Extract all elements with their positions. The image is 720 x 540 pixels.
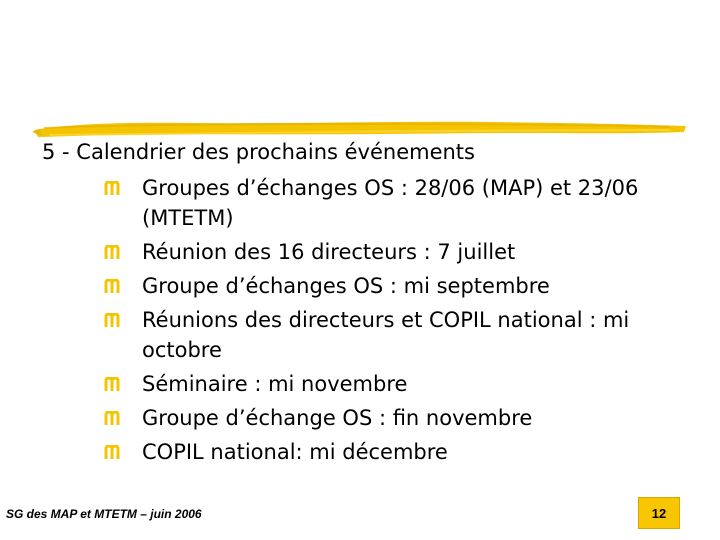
list-item [104,401,664,435]
m-bullet-icon [104,303,142,337]
list-item [104,303,664,367]
bullet-text: Réunions des directeurs et COPIL national : mi octobre [142,308,630,362]
bullet-text: Réunion des 16 directeurs : 7 juillet [142,240,516,264]
bullet-text: Séminaire : mi novembre [142,372,408,396]
m-bullet-icon [104,367,142,401]
bullet-text: Groupe d’échanges OS : mi septembre [142,274,550,298]
m-bullet-icon [104,269,142,303]
slide-heading: 5 - Calendrier des prochains événements [42,140,475,164]
list-item [104,367,664,401]
bullet-text: COPIL national: mi décembre [142,440,448,464]
list-item [104,435,664,469]
m-bullet-icon [104,235,142,269]
list-item [104,269,664,303]
list-item [104,171,664,235]
footer-text: SG des MAP et MTETM – juin 2006 [6,507,202,521]
m-bullet-icon [104,435,142,469]
list-item [104,235,664,269]
page-number-label: 12 [651,505,667,521]
bullet-text: Groupe d’échange OS : fin novembre [142,406,533,430]
m-bullet-icon [104,401,142,435]
bullet-list [104,171,664,469]
bullet-text: Groupes d’échanges OS : 28/06 (MAP) et 23/06 (MTETM) [142,176,639,230]
page-number [638,497,680,529]
m-bullet-icon [104,171,142,205]
